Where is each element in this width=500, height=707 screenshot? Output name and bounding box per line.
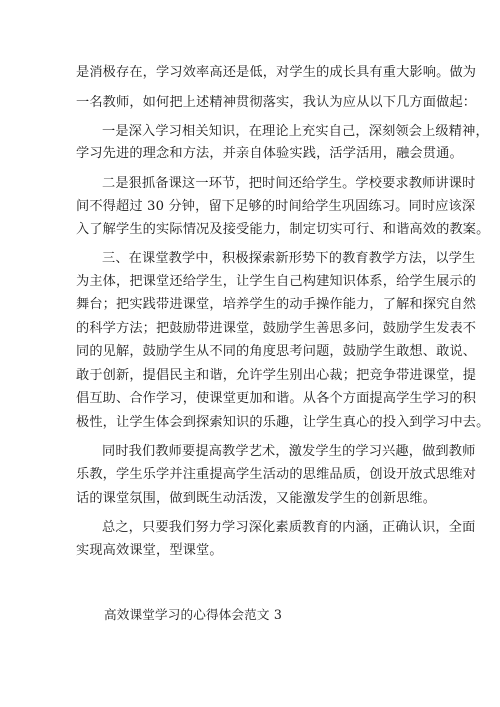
text-line: 实现高效课堂，型课堂。 (76, 543, 223, 558)
text-line: 间不得超过 30 分钟，留下足够的时间给学生巩固练习。同时应该深 (76, 199, 476, 214)
section-heading: 高效课堂学习的心得体会范文 3 (104, 607, 282, 622)
text-line: 入了解学生的实际情况及接受能力，制定切实可行、和谐高效的教案。 (76, 222, 490, 237)
text-line: 倡互助、合作学习，使课堂更加和谐。从各个方面提高学生学习的积 (76, 391, 477, 406)
text-line: 总之，只要我们努力学习深化素质教育的内涵，正确认识，全面 (102, 520, 476, 535)
text-line: 乐教，学生乐学并注重提高学生活动的思维品质，创设开放式思维对 (76, 467, 477, 482)
text-line: 极性，让学生体会到探索知识的乐趣，让学生真心的投入到学习中去。 (76, 415, 490, 430)
text-line: 二是狠抓备课这一环节，把时间还给学生。学校要求教师讲课时 (102, 176, 476, 191)
text-line: 一名教师，如何把上述精神贯彻落实，我认为应从以下几方面做起： (76, 95, 477, 110)
text-line: 三、在课堂教学中，积极探索新形势下的教育教学方法，以学生 (102, 251, 476, 266)
text-line: 话的课堂氛围，做到既生动活泼，又能激发学生的创新思维。 (76, 491, 437, 506)
text-line: 舞台；把实践带进课堂，培养学生的动手操作能力，了解和探究自然 (76, 297, 477, 312)
text-line: 是消极存在，学习效率高还是低，对学生的成长具有重大影响。做为 (76, 65, 477, 80)
text-line: 同的见解，鼓励学生从不同的角度思考问题，鼓励学生敢想、敢说、 (76, 344, 477, 359)
text-line: 的科学方法；把鼓励带进课堂，鼓励学生善思多问，鼓励学生发表不 (76, 321, 477, 336)
text-line: 同时我们教师要提高教学艺术，激发学生的学习兴趣，做到教师 (102, 444, 476, 459)
text-line: 一是深入学习相关知识，在理论上充实自己，深刻领会上级精神， (102, 124, 489, 139)
text-line: 为主体，把课堂还给学生，让学生自己构建知识体系，给学生展示的 (76, 274, 477, 289)
text-line: 学习先进的理念和方法，并亲自体验实践，活学活用，融会贯通。 (76, 146, 463, 161)
text-line: 敢于创新，提倡民主和谐，允许学生别出心裁；把竞争带进课堂，提 (76, 368, 477, 383)
